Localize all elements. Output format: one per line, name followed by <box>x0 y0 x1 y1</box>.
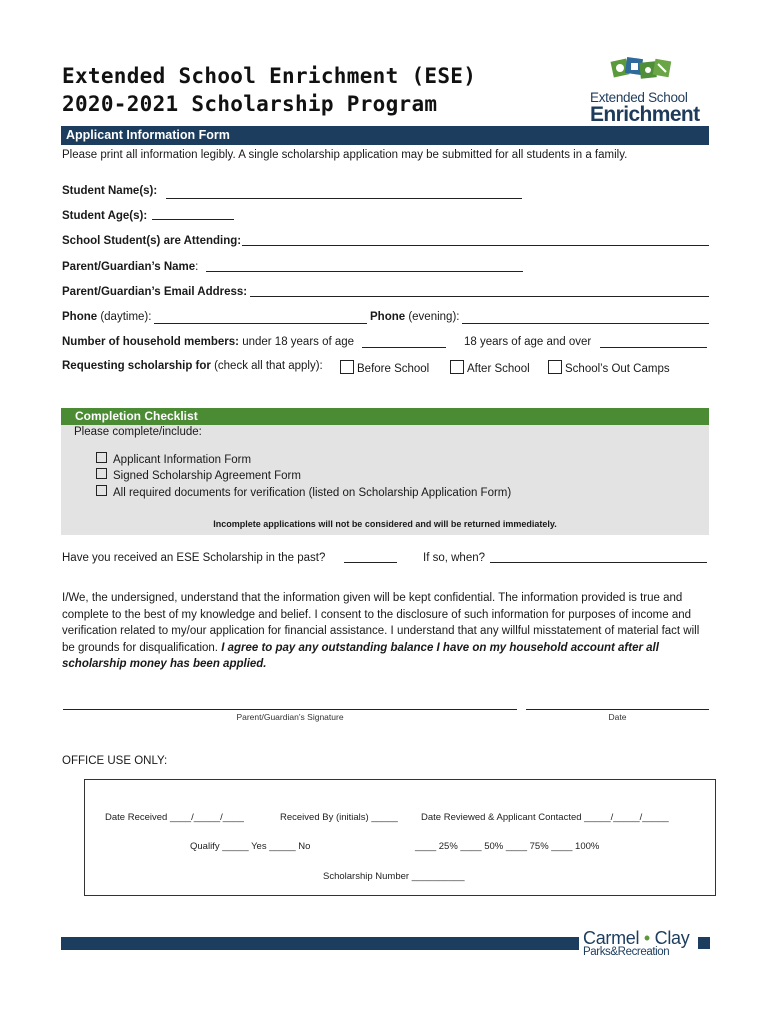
household-label-bold: Number of household members: <box>62 336 239 348</box>
phone-eve-label-rest: (evening): <box>405 311 460 323</box>
office-scholarship-number: Scholarship Number __________ <box>323 871 465 882</box>
student-names-field[interactable] <box>166 198 522 199</box>
signature-date-label: Date <box>608 712 627 722</box>
guardian-name-label-row <box>62 261 198 273</box>
checklist-warning: Incomplete applications will not be considered and will be returned immediately. <box>213 519 557 529</box>
before-school-checkbox[interactable] <box>340 360 354 374</box>
logo-dot: • <box>643 928 650 948</box>
option-after-school[interactable] <box>450 360 530 375</box>
checklist-item-label: Signed Scholarship Agreement Form <box>113 470 301 482</box>
guardian-email-field[interactable] <box>250 296 709 297</box>
household-over-label: 18 years of age and over <box>464 336 592 348</box>
checklist-item-box <box>96 468 107 479</box>
signature-label: Parent/Guardian’s Signature <box>236 712 344 722</box>
office-received-by: Received By (initials) _____ <box>280 812 398 823</box>
phone-eve-field[interactable] <box>462 323 709 324</box>
checklist-item-box <box>96 485 107 496</box>
ese-logo <box>588 54 704 126</box>
checklist-item <box>96 468 301 482</box>
prior-scholarship-when-label: If so, when? <box>423 552 486 564</box>
ese-logo-icon <box>588 54 704 94</box>
agreement-text: I/We, the undersigned, understand that the information given will be kept confidential. The information provided is true and complete to the best of my knowledge and belief. I consent to the disclosure of such information for purposes of income and verification related to my/our application for financial assistance. I understand that any willful misstatement of material fact will be grounds for disqualification. <box>62 592 700 654</box>
after-school-checkbox[interactable] <box>450 360 464 374</box>
household-under-field[interactable] <box>362 347 446 348</box>
checklist-item <box>96 452 251 466</box>
office-date-received: Date Received ____/_____/____ <box>105 812 244 823</box>
checklist-item-label: All required documents for verification (listed on Scholarship Application Form) <box>113 487 512 499</box>
logo-text-line-1: Extended School <box>590 90 688 105</box>
guardian-name-label: Parent/Guardian’s Name <box>62 261 196 273</box>
before-school-label: Before School <box>357 363 430 375</box>
agreement-paragraph <box>62 590 712 673</box>
office-date-reviewed: Date Reviewed & Applicant Contacted _____/_____/_____ <box>421 812 669 823</box>
student-ages-label: Student Age(s): <box>62 210 148 222</box>
phone-day-label-bold: Phone <box>62 311 98 323</box>
phone-eve-label <box>370 311 459 323</box>
prior-scholarship-when-field[interactable] <box>490 562 707 563</box>
household-label <box>62 336 354 348</box>
prior-scholarship-field[interactable] <box>344 562 397 563</box>
title-line-1: Extended School Enrichment (ESE) <box>62 64 477 88</box>
applicant-section-heading: Applicant Information Form <box>61 126 709 145</box>
school-label: School Student(s) are Attending: <box>62 235 242 247</box>
office-percentages: ____ 25% ____ 50% ____ 75% ____ 100% <box>415 841 600 852</box>
checklist-item-box <box>96 452 107 463</box>
logo-word-carmel: Carmel <box>583 928 640 948</box>
student-names-label: Student Name(s): <box>62 185 158 197</box>
schools-out-camps-label: School’s Out Camps <box>565 363 670 375</box>
logo-text-line-2: Enrichment <box>590 103 700 126</box>
office-use-heading: OFFICE USE ONLY: <box>62 755 168 767</box>
signature-line[interactable] <box>63 709 517 710</box>
student-ages-field[interactable] <box>152 219 234 220</box>
household-under-label: under 18 years of age <box>239 336 355 348</box>
carmel-clay-logo <box>583 928 713 960</box>
prior-scholarship-question: Have you received an ESE Scholarship in the past? <box>62 552 326 564</box>
phone-day-label-rest: (daytime): <box>97 311 152 323</box>
schools-out-camps-checkbox[interactable] <box>548 360 562 374</box>
footer-bar <box>61 937 579 950</box>
option-schools-out-camps[interactable] <box>548 360 670 375</box>
requesting-label-rest: (check all that apply): <box>210 360 323 372</box>
agreement-bold-text: I agree to pay any outstanding balance I have on my household account after all scholarship money has been applied. <box>62 641 659 670</box>
title-line-2: 2020-2021 Scholarship Program <box>62 92 438 116</box>
signature-date-line[interactable] <box>526 709 709 710</box>
guardian-name-field[interactable] <box>206 271 523 272</box>
instructions-text: Please print all information legibly. A single scholarship application may be submitted for all students in a family. <box>62 149 628 161</box>
checklist-item <box>96 485 511 499</box>
household-over-field[interactable] <box>600 347 707 348</box>
phone-day-label <box>62 311 151 323</box>
school-field[interactable] <box>242 245 709 246</box>
logo-word-clay: Clay <box>654 928 690 948</box>
phone-eve-label-bold: Phone <box>370 311 406 323</box>
requesting-label-bold: Requesting scholarship for <box>62 360 211 372</box>
guardian-email-label: Parent/Guardian’s Email Address: <box>62 286 248 298</box>
after-school-label: After School <box>467 363 530 375</box>
checklist-item-label: Applicant Information Form <box>113 454 252 466</box>
phone-day-field[interactable] <box>154 323 367 324</box>
checklist-heading: Completion Checklist <box>61 408 709 425</box>
guardian-name-colon: : <box>195 261 199 273</box>
office-qualify: Qualify _____ Yes _____ No <box>190 841 311 852</box>
logo-square-icon <box>698 937 710 949</box>
requesting-label <box>62 360 323 372</box>
carmel-clay-logo-line-2: Parks&Recreation <box>583 946 670 958</box>
option-before-school[interactable] <box>340 360 429 375</box>
checklist-intro: Please complete/include: <box>74 426 202 438</box>
page-title <box>62 62 582 118</box>
